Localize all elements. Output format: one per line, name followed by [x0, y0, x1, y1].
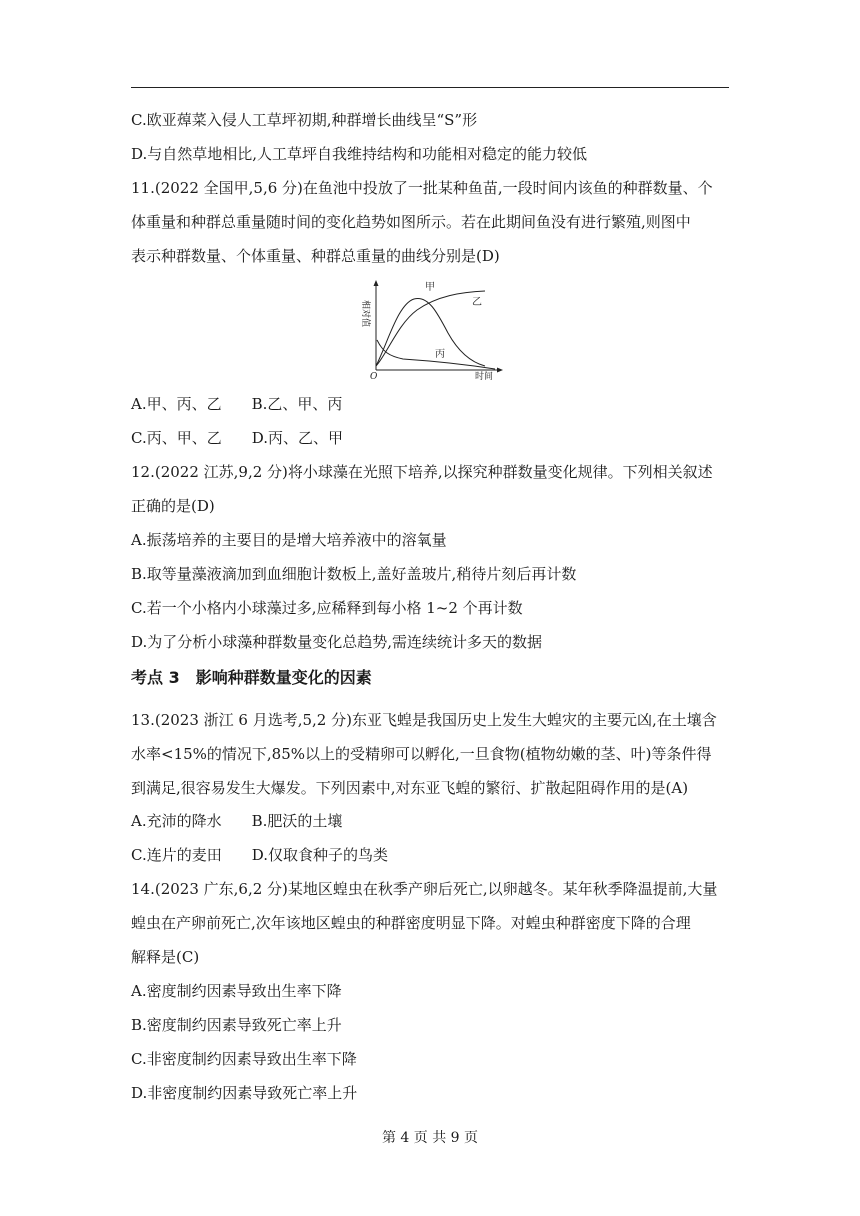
- x-axis-label: 时间: [475, 372, 494, 380]
- question-13-line3: 到满足,很容易发生大爆发。下列因素中,对东亚飞蝗的繁衍、扩散起阻碍作用的是(A): [131, 779, 689, 797]
- question-11-line3: 表示种群数量、个体重量、种群总重量的曲线分别是(D): [131, 247, 500, 265]
- question-12-option-d: D.为了分析小球藻种群数量变化总趋势,需连续统计多天的数据: [131, 633, 543, 651]
- question-14-option-b: B.密度制约因素导致死亡率上升: [131, 1016, 342, 1034]
- question-13-line2: 水率<15%的情况下,85%以上的受精卵可以孵化,一旦食物(植物幼嫩的茎、叶)等条件得: [131, 745, 712, 763]
- question-12-line2: 正确的是(D): [131, 497, 215, 515]
- question-11-line1: 11.(2022 全国甲,5,6 分)在鱼池中投放了一批某种鱼苗,一段时间内该鱼的种群数量、个: [131, 179, 713, 197]
- question-14-option-c: C.非密度制约因素导致出生率下降: [131, 1050, 357, 1068]
- question-12-option-a: A.振荡培养的主要目的是增大培养液中的溶氧量: [131, 531, 447, 549]
- question-14-line2: 蝗虫在产卵前死亡,次年该地区蝗虫的种群密度明显下降。对蝗虫种群密度下降的合理: [131, 914, 691, 932]
- page-footer: 第 4 页 共 9 页: [381, 1130, 479, 1146]
- question-12-line1: 12.(2022 江苏,9,2 分)将小球藻在光照下培养,以探究种群数量变化规律。下列相关叙述: [131, 463, 713, 481]
- question-13-options-ab: A.充沛的降水 B.肥沃的土壤: [131, 812, 343, 830]
- origin-label: O: [370, 372, 378, 380]
- question-14-line1: 14.(2023 广东,6,2 分)某地区蝗虫在秋季产卵后死亡,以卵越冬。某年秋季降温提前,大量: [131, 880, 718, 898]
- question-13-line1: 13.(2023 浙江 6 月选考,5,2 分)东亚飞蝗是我国历史上发生大蝗灾的主要元凶,在土壤含: [131, 711, 717, 729]
- question-11-line2: 体重量和种群总重量随时间的变化趋势如图所示。若在此期间鱼没有进行繁殖,则图中: [131, 213, 691, 231]
- option-d-q10: D.与自然草地相比,人工草坪自我维持结构和功能相对稳定的能力较低: [131, 145, 588, 163]
- question-14-option-d: D.非密度制约因素导致死亡率上升: [131, 1084, 358, 1102]
- y-axis-arrow: [374, 280, 379, 286]
- question-14-option-a: A.密度制约因素导致出生率下降: [131, 982, 342, 1000]
- question-14-line3: 解释是(C): [131, 948, 200, 966]
- section-heading-kaodian-3: 考点 3 影响种群数量变化的因素: [131, 668, 372, 687]
- option-c-q10: C.欧亚蔊菜入侵人工草坪初期,种群增长曲线呈“S”形: [131, 111, 478, 129]
- curve-label-jia: 甲: [425, 282, 435, 293]
- curve-label-bing: 丙: [435, 349, 445, 360]
- y-axis-label: 相对值: [360, 300, 370, 328]
- question-11-options-ab: A.甲、丙、乙 B.乙、甲、丙: [131, 395, 343, 413]
- x-axis-arrow: [497, 368, 503, 373]
- question-13-options-cd: C.连片的麦田 D.仅取食种子的鸟类: [131, 846, 388, 864]
- curve-label-yi: 乙: [472, 297, 482, 308]
- header-rule: [131, 87, 729, 88]
- question-11-options-cd: C.丙、甲、乙 D.丙、乙、甲: [131, 429, 343, 447]
- question-12-option-b: B.取等量藻液滴加到血细胞计数板上,盖好盖玻片,稍待片刻后再计数: [131, 565, 577, 583]
- population-graph: [355, 278, 505, 380]
- question-12-option-c: C.若一个小格内小球藻过多,应稀释到每小格 1~2 个再计数: [131, 599, 523, 617]
